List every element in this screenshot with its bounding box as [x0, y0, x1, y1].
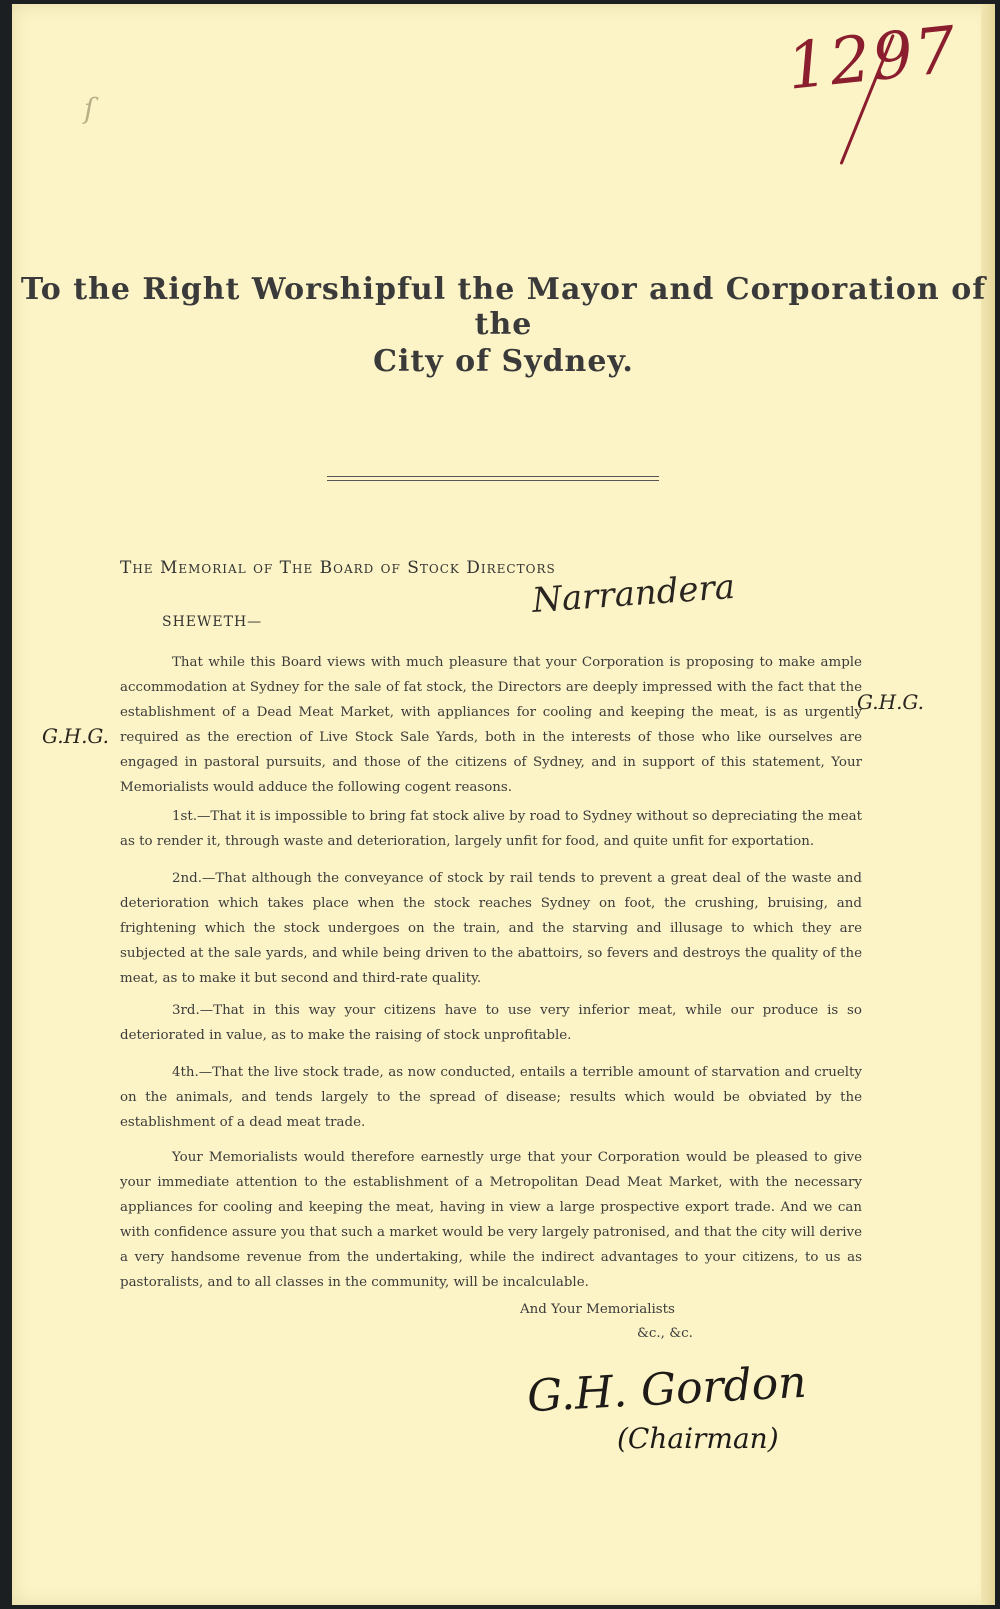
margin-initials-left: G.H.G. [42, 724, 110, 748]
paragraph-conclusion: Your Memorialists would therefore earnestly urge that your Corporation would be pleased to give your immediate attention to the establishment of a Metropolitan Dead Meat Market, with the necessary appliances for cooling and keeping the meat, having in view a large prospective export trade. And we can with confidence assure you that such a market would be very largely patronised, and that the city will derive a very handsome revenue from the undertaking, while the indirect advantages to your citizens, to us as pastoralists, and to all classes in the community, will be incalculable. [120, 1150, 862, 1290]
paragraph-third-reason: 3rd.—That in this way your citizens have to use very inferior meat, while our produce is so deteriorated in value, as to make the raising of stock unprofitable. [120, 1003, 862, 1043]
district-signature: Narrandera [530, 566, 737, 622]
title-line-1: To the Right Worshipful the Mayor and Corporation of the [20, 272, 987, 342]
divider-rule-bottom [327, 480, 659, 481]
divider-rule-top [327, 476, 659, 477]
signature-title: (Chairman) [617, 1422, 779, 1455]
handwritten-reference-number: 1297 [783, 13, 962, 105]
sheweth-label: SHEWETH— [162, 614, 263, 630]
paragraph-second-reason: 2nd.—That although the conveyance of stock by rail tends to prevent a great deal of the waste and deterioration which takes place when the stock reaches Sydney on foot, the crushing, bruising, and frightening which the stock undergoes on the train, and the starving and illusage to which they are subjected at the sale yards, and while being driven to the abattoirs, so fevers and destroys the quality of the meat, as to make it but second and third-rate quality. [120, 871, 862, 986]
closing-line-2: &c., &c. [637, 1326, 693, 1341]
page-edge [981, 4, 995, 1605]
paragraph-intro: That while this Board views with much pleasure that your Corporation is proposing to make ample accommodation at Sydney for the sale of fat stock, the Directors are deeply impressed with the fact that the establishment of a Dead Meat Market, with appliances for cooling and keeping the meat, is as urgently required as the erection of Live Stock Sale Yards, both in the interests of those who like ourselves are engaged in pastoral pursuits, and those of the citizens of Sydney, and in support of this statement, Your Memorialists would adduce the following cogent reasons. [120, 655, 862, 795]
title-line-2: City of Sydney. [373, 344, 634, 379]
paragraph-first-reason: 1st.—That it is impossible to bring fat stock alive by road to Sydney without so depreciating the meat as to render it, through waste and deterioration, largely unfit for food, and quite unfit for exportation. [120, 809, 862, 849]
closing-line-1: And Your Memorialists [520, 1302, 675, 1317]
corner-pencil-mark: ſ [84, 92, 95, 125]
margin-initials-right: G.H.G. [857, 690, 925, 714]
chairman-signature: G.H. Gordon [525, 1356, 808, 1423]
paragraph-fourth-reason: 4th.—That the live stock trade, as now conducted, entails a terrible amount of starvation and cruelty on the animals, and tends largely to the spread of disease; results which would be obviated by the establishment of a dead meat trade. [120, 1065, 862, 1130]
memorial-heading: The Memorial of The Board of Stock Directors [120, 558, 556, 578]
document-page [12, 4, 995, 1605]
